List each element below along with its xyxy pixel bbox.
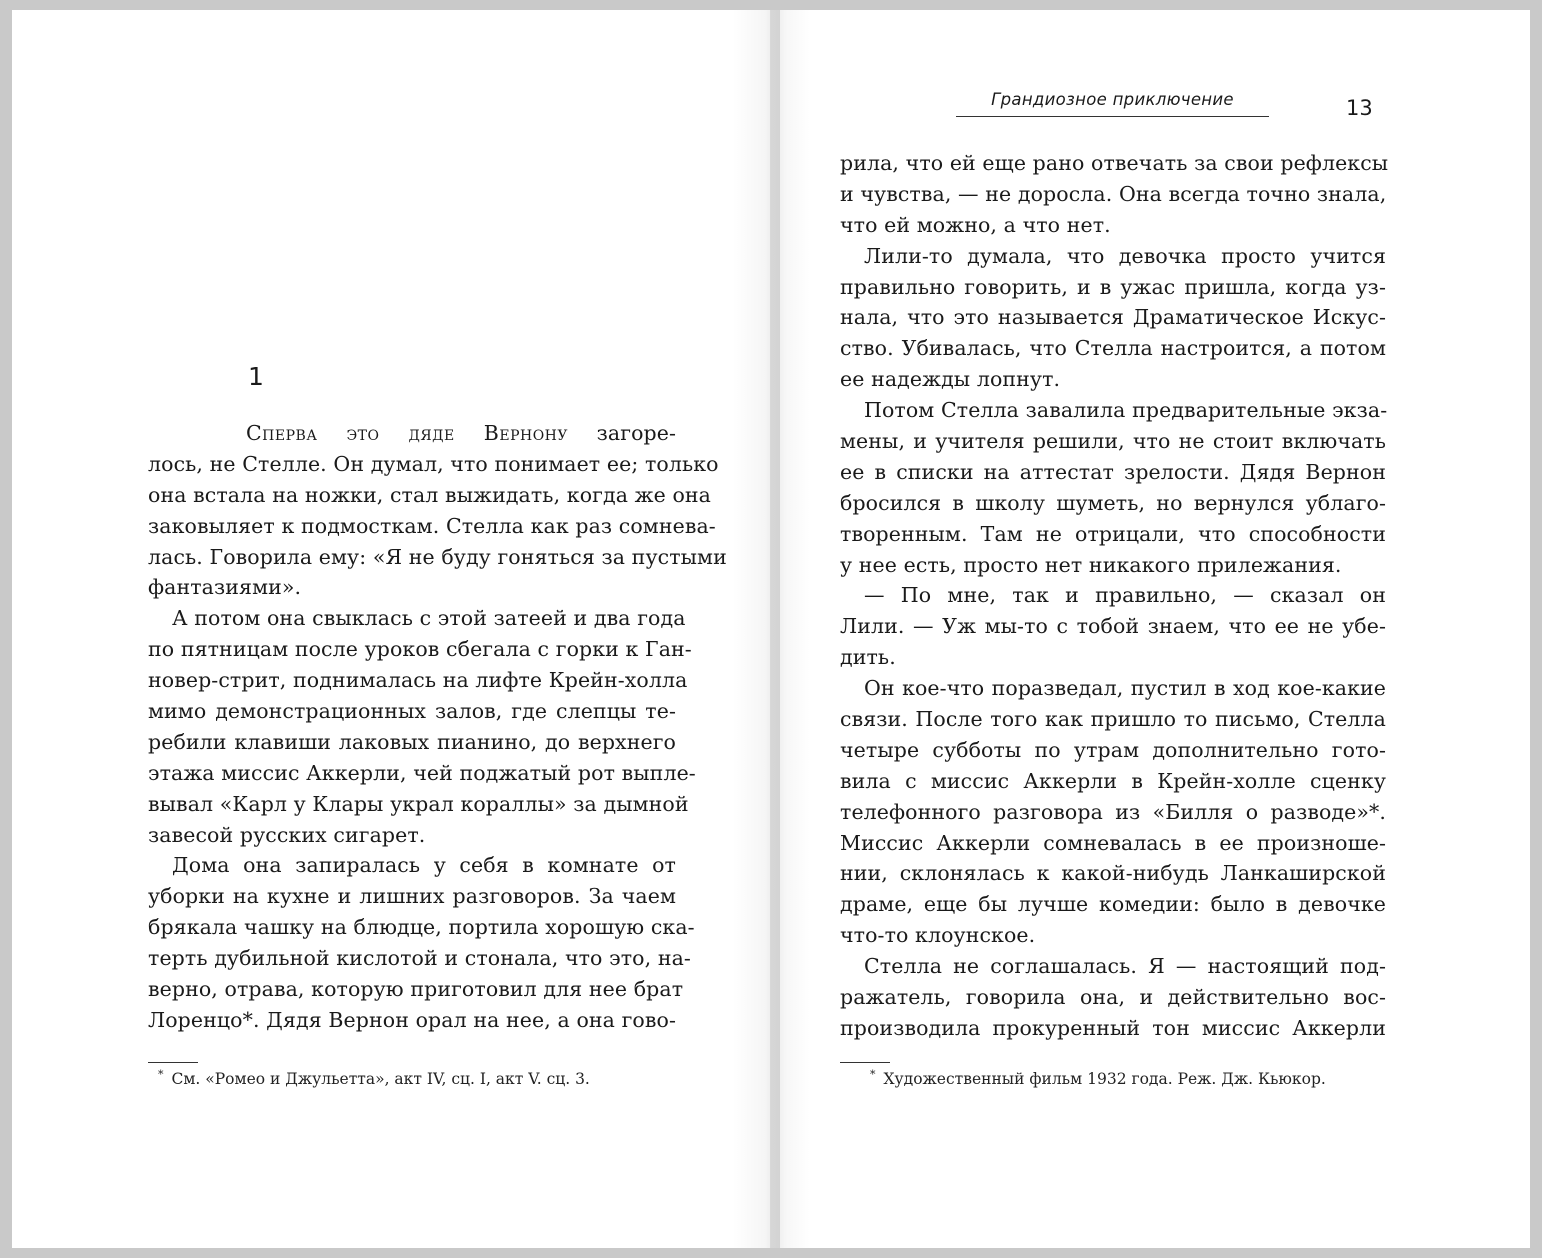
text-line: у нее есть, просто нет никакого прилежания. [840,552,1342,577]
text-line: брякала чашку на блюдце, портила хорошую ска- [148,915,695,940]
chapter-number: 1 [248,362,264,391]
text-line: и чувства, — не доросла. Она всегда точно знала, [840,181,1387,206]
text-line: четыре субботы по утрам дополнительно гото- [840,737,1386,762]
left-page-text [148,418,727,1036]
text-line: заковыляет к подмосткам. Стелла как раз сомнева- [148,513,716,538]
text-line: завесой русских сигарет. [148,822,426,847]
text-line: Лили. — Уж мы-то с тобой знаем, что ее не убе- [840,614,1386,639]
footnote-left [158,1068,590,1088]
text-line: вила с миссис Аккерли в Крейн-холле сценку [840,768,1386,793]
text-line: что-то клоунское. [840,923,1036,948]
text-line: этажа миссис Аккерли, чей поджатый рот выпле- [148,760,696,785]
text-line: новер-стрит, поднималась на лифте Крейн-холла [148,668,688,693]
text-line: верно, отрава, которую приготовил для нее брат [148,977,684,1002]
text-line: по пятницам после уроков сбегала с горки к Ган- [148,637,692,662]
text-line: мены, и учителя решили, что не стоит включать [840,429,1386,454]
footnote-mark: * [158,1068,164,1081]
text-line: Сперва это дяде Вернону загоре- [246,421,676,445]
text-line: она встала на ножки, стал выжидать, когда же она [148,482,711,507]
text-line: Миссис Аккерли сомневалась в ее произноше- [840,830,1386,855]
text-line: терть дубильной кислотой и стонала, что это, на- [148,946,691,971]
text-line: уборки на кухне и лишних разговоров. За чаем [148,884,676,909]
text-line: ребили клавиши лаковых пианино, до верхнего [148,729,676,754]
text-line: связи. После того как пришло то письмо, Стелла [840,707,1386,732]
gutter-shadow-right [770,10,810,1248]
footnote-rule-left [148,1062,198,1063]
text-line: рила, что ей еще рано отвечать за свои рефлексы [840,151,1389,175]
text-line: творенным. Там не отрицали, что способности [840,521,1386,546]
text-line: вывал «Карл у Клары украл кораллы» за дымной [148,791,689,816]
text-line: мимо демонстрационных залов, где слепцы те- [148,699,676,724]
text-line: правильно говорить, и в ужас пришла, когда уз- [840,274,1386,299]
text-line: А потом она свыклась с этой затеей и два года [172,606,686,631]
text-line: телефонного разговора из «Билля о разводе»*. [840,799,1386,824]
text-line: ство. Убивалась, что Стелла настроится, а потом [840,336,1386,361]
text-line: ее в списки на аттестат зрелости. Дядя Вернон [840,459,1386,484]
text-line: Стелла не соглашалась. Я — настоящий под- [864,954,1386,979]
right-page-text [840,148,1389,1044]
running-head-rule [956,116,1269,117]
text-line: фантазиями». [148,575,302,600]
text-line: Лоренцо*. Дядя Вернон орал на нее, а она гово- [148,1007,676,1032]
text-line: что ей можно, а что нет. [840,212,1111,237]
text-line: бросился в школу шуметь, но вернулся ублаго- [840,490,1386,515]
text-line: производила прокуренный тон миссис Аккерли [840,1015,1386,1040]
running-head: Грандиозное приключение [991,90,1234,109]
text-line: нии, склонялась к какой-нибудь Ланкаширской [840,861,1386,886]
text-line: Лили-то думала, что девочка просто учится [864,243,1386,268]
text-line: Дома она запиралась у себя в комнате от [172,853,676,878]
footnote-text: См. «Ромео и Джульетта», акт IV, сц. I, акт V. сц. 3. [171,1070,590,1089]
text-line: ражатель, говорила она, и действительно вос- [840,985,1386,1010]
page-fold [770,10,771,1248]
text-line: лось, не Стелле. Он думал, что понимает ее; только [148,451,719,476]
text-line: дить. [840,645,896,670]
page-number: 13 [1346,96,1373,120]
footnote-rule-right [840,1062,890,1063]
text-line: Он кое-что поразведал, пустил в ход кое-какие [864,676,1386,701]
text-line: Потом Стелла завалила предварительные экза- [864,398,1388,423]
text-line: нала, что это называется Драматическое Искус- [840,305,1386,330]
text-line: драме, еще бы лучше комедии: было в девочке [840,892,1386,917]
text-line: ее надежды лопнут. [840,367,1061,392]
text-line: — По мне, так и правильно, — сказал он [864,583,1386,608]
footnote-right [870,1068,1326,1088]
footnote-mark: * [870,1068,876,1081]
lead-small-caps: Сперва это дяде Вернону [246,421,569,445]
text-line: лась. Говорила ему: «Я не буду гоняться за пустыми [148,544,727,569]
footnote-text: Художественный фильм 1932 года. Реж. Дж. Кьюкор. [883,1070,1326,1089]
